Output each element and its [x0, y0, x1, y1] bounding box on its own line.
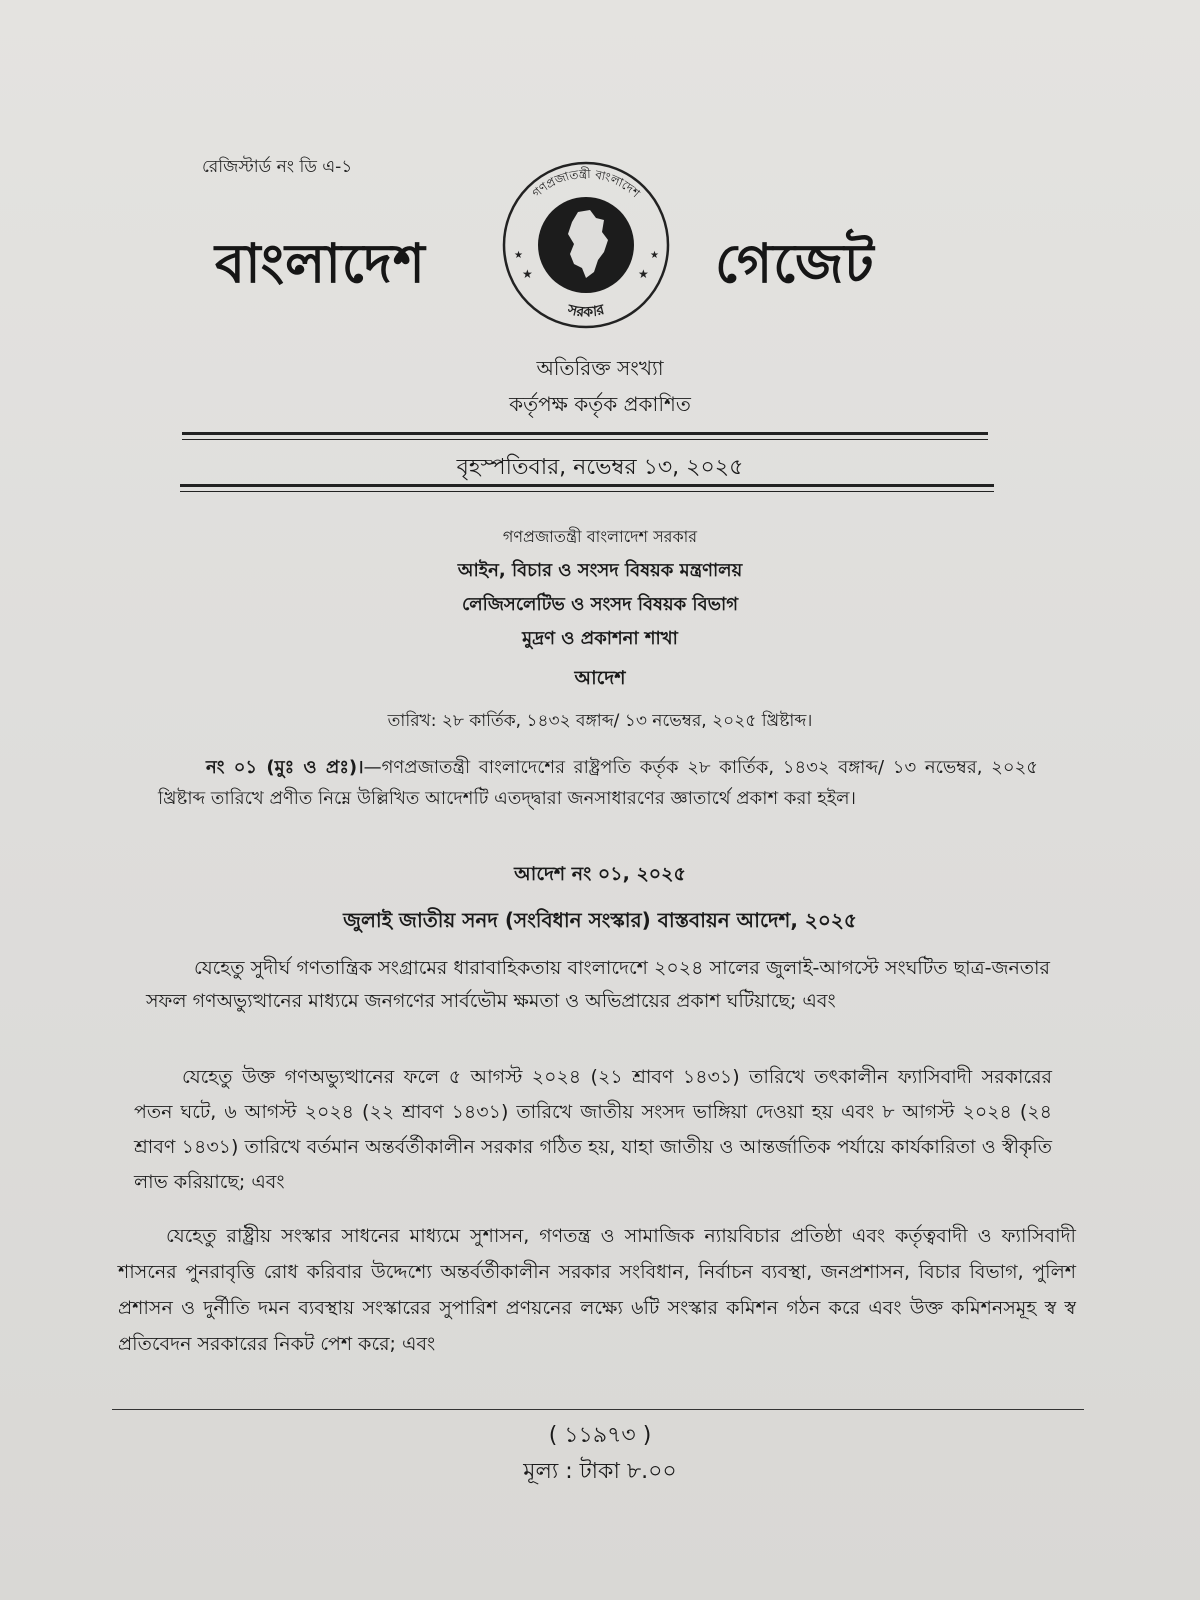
footer-rule	[112, 1409, 1084, 1410]
svg-text:★: ★	[522, 267, 533, 281]
price-label: মূল্য : টাকা ৮.০০	[523, 1459, 677, 1484]
registered-number: রেজিস্টার্ড নং ডি এ-১	[202, 157, 353, 177]
order-number-label: নং ০১ (মুঃ ও প্রঃ)।	[206, 757, 364, 778]
government-name: গণপ্রজাতন্ত্রী বাংলাদেশ সরকার	[502, 527, 698, 546]
page-number: ( ১১৯৭৩ )	[548, 1423, 652, 1448]
preamble-paragraph: যেহেতু সুদীর্ঘ গণতান্ত্রিক সংগ্রামের ধারাবাহিকতায় বাংলাদেশে ২০২৪ সালের জুলাই-আগস্টে সংঘটিত ছাত্র-জনতার সফল গণঅভ্যুত্থানের মাধ্যমে জনগণের সার্বভৌম ক্ষমতা ও অভিপ্রায়ের প্রকাশ ঘটিয়াছে; এবং	[146, 957, 1050, 1012]
masthead-title-right: গেজেট	[715, 232, 875, 295]
svg-text:★: ★	[650, 250, 659, 261]
preamble-paragraph: যেহেতু উক্ত গণঅভ্যুত্থানের ফলে ৫ আগস্ট ২০২৪ (২১ শ্রাবণ ১৪৩১) তারিখে তৎকালীন ফ্যাসিবাদী সরকারের পতন ঘটে, ৬ আগস্ট ২০২৪ (২২ শ্রাবণ ১৪৩১) তারিখে জাতীয় সংসদ ভাঙ্গিয়া দেওয়া হয় এবং ৮ আগস্ট ২০২৪ (২৪ শ্রাবণ ১৪৩১) তারিখে বর্তমান অন্তর্বর্তীকালীন সরকার গঠিত হয়, যাহা জাতীয় ও আন্তর্জাতিক পর্যায়ে কার্যকারিতা ও স্বীকৃতি লাভ করিয়াছে; এবং	[134, 1066, 1052, 1193]
published-by-label: কর্তৃপক্ষ কর্তৃক প্রকাশিত	[509, 392, 691, 416]
masthead-title-left: বাংলাদেশ	[215, 232, 426, 295]
order-number: আদেশ নং ০১, ২০২৫	[514, 863, 686, 885]
svg-text:সরকার	[565, 302, 607, 321]
division-name: লেজিসলেটিভ ও সংসদ বিষয়ক বিভাগ	[461, 594, 739, 615]
order-notification-paragraph	[158, 752, 1038, 814]
order-notification-text: —গণপ্রজাতন্ত্রী বাংলাদেশের রাষ্ট্রপতি কর্তৃক ২৮ কার্তিক, ১৪৩২ বঙ্গাব্দ/ ১৩ নভেম্বর, ২০২৫ খ্রিষ্টাব্দ তারিখে প্রণীত নিম্নে উল্লিখিত আদেশটি এতদ্দ্বারা জনসাধারণের জ্ঞাতার্থে প্রকাশ করা হইল।	[158, 757, 1038, 809]
ministry-name: আইন, বিচার ও সংসদ বিষয়ক মন্ত্রণালয়	[457, 560, 743, 581]
header-rule-bottom	[180, 484, 994, 492]
order-title: জুলাই জাতীয় সনদ (সংবিধান সংস্কার) বাস্তবায়ন আদেশ, ২০২৫	[343, 908, 857, 932]
branch-name: মুদ্রণ ও প্রকাশনা শাখা	[522, 628, 678, 649]
seal-text-bottom: সরকার	[566, 301, 606, 321]
order-date: তারিখ: ২৮ কার্তিক, ১৪৩২ বঙ্গাব্দ/ ১৩ নভেম্বর, ২০২৫ খ্রিষ্টাব্দ।	[387, 711, 813, 731]
preamble-paragraph: যেহেতু রাষ্ট্রীয় সংস্কার সাধনের মাধ্যমে সুশাসন, গণতন্ত্র ও সামাজিক ন্যায়বিচার প্রতিষ্ঠা এবং কর্তৃত্ববাদী ও ফ্যাসিবাদী শাসনের পুনরাবৃত্তি রোধ করিবার উদ্দেশ্যে অন্তর্বর্তীকালীন সরকার সংবিধান, নির্বাচন ব্যবস্থা, জনপ্রশাসন, বিচার বিভাগ, পুলিশ প্রশাসন ও দুর্নীতি দমন ব্যবস্থায় সংস্কারের সুপারিশ প্রণয়নের লক্ষ্যে ৬টি সংস্কার কমিশন গঠন করে এবং উক্ত কমিশনসমূহ স্ব স্ব প্রতিবেদন সরকারের নিকট পেশ করে; এবং	[118, 1225, 1076, 1355]
government-seal-icon	[486, 160, 686, 330]
svg-text:★: ★	[514, 250, 523, 261]
svg-text:★: ★	[638, 267, 649, 281]
seal-text-top: গণপ্রজাতন্ত্রী বাংলাদেশ	[529, 166, 643, 201]
header-rule-top	[182, 432, 988, 440]
extra-issue-label: অতিরিক্ত সংখ্যা	[536, 356, 664, 380]
order-heading: আদেশ	[574, 667, 626, 689]
publication-date: বৃহস্পতিবার, নভেম্বর ১৩, ২০২৫	[456, 455, 744, 480]
